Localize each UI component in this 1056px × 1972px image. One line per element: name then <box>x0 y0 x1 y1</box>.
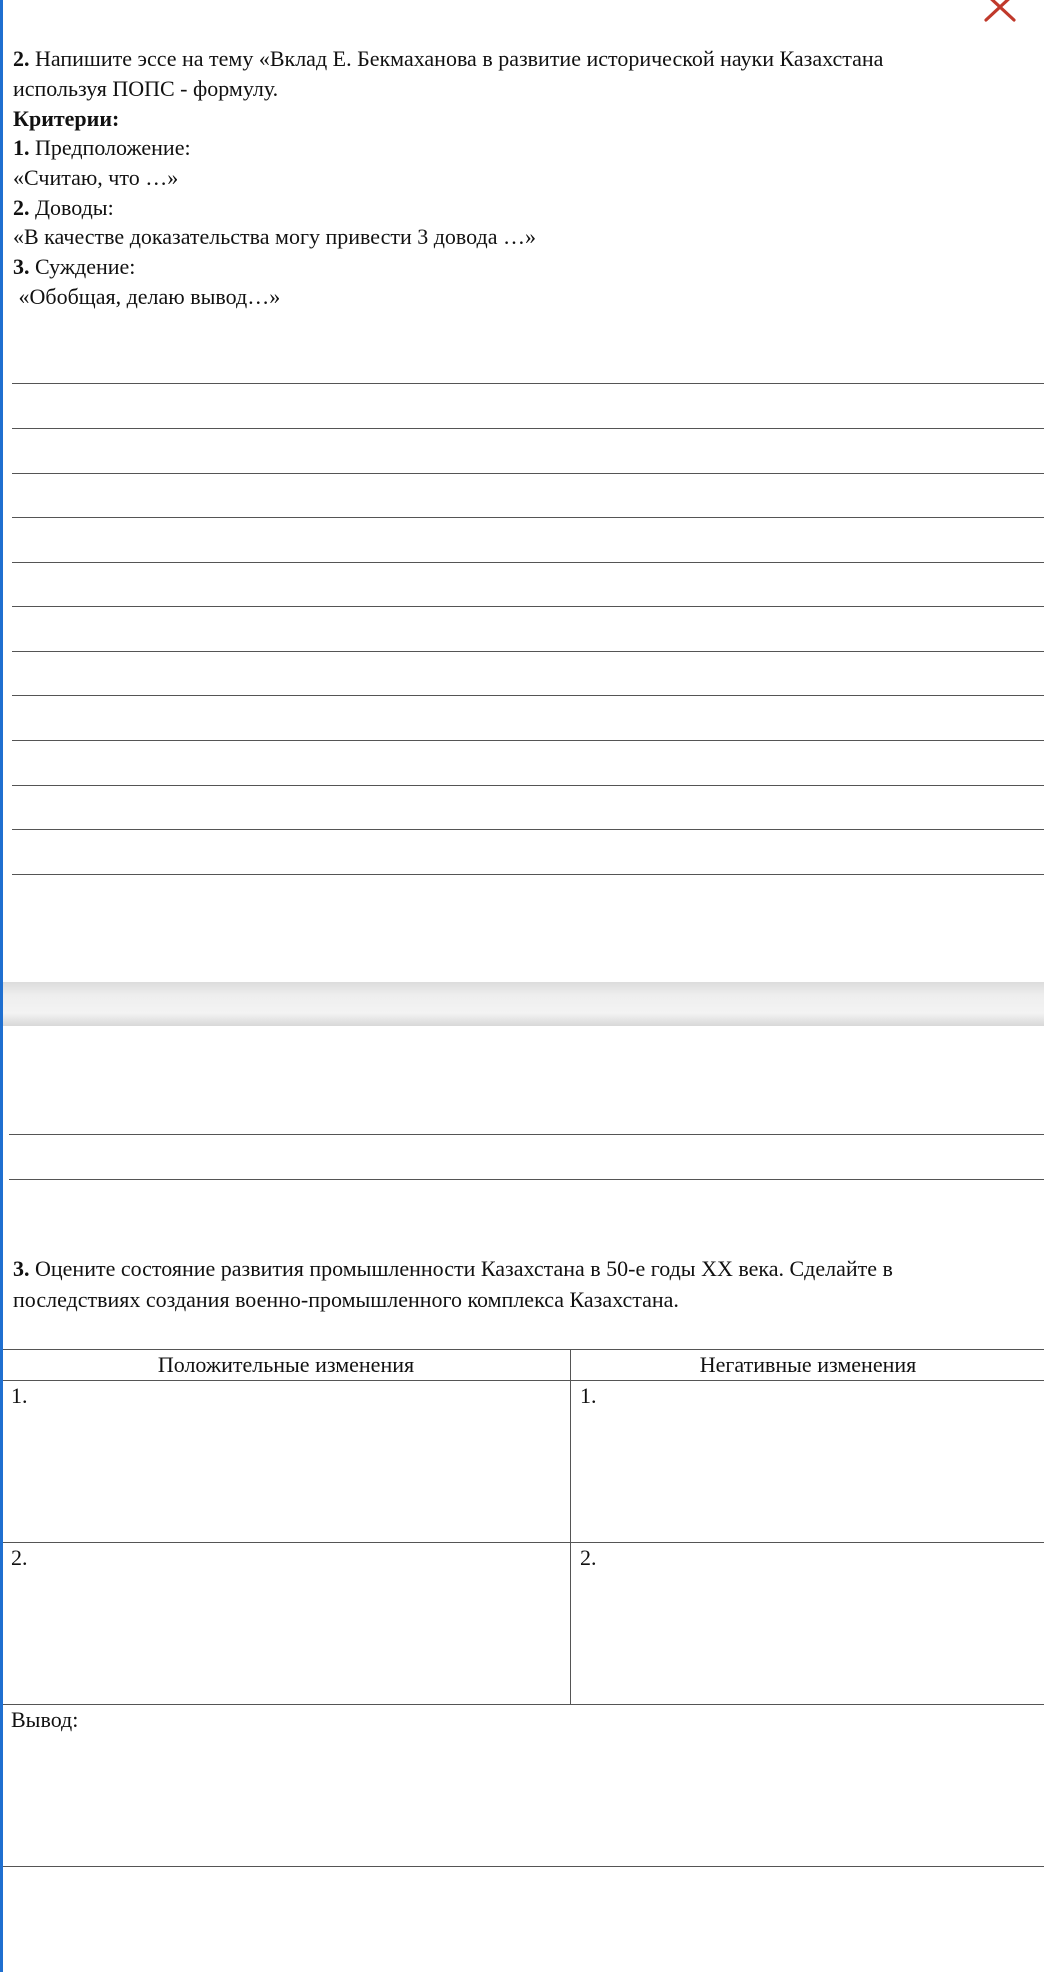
answer-line[interactable] <box>12 829 1048 830</box>
criteria-title: Критерии: <box>13 106 120 131</box>
negative-change-cell-2[interactable]: 2. <box>571 1543 1046 1705</box>
task2-heading-line1 <box>13 44 883 74</box>
answer-line[interactable] <box>12 606 1048 607</box>
answer-line[interactable] <box>12 695 1048 696</box>
answer-line[interactable] <box>12 473 1048 474</box>
criterion-3-prompt: «Обобщая, делаю вывод…» <box>13 284 281 309</box>
criterion-1: 1. Предположение: <box>13 135 191 160</box>
positive-change-cell-1[interactable]: 1. <box>2 1381 571 1543</box>
negative-change-cell-1[interactable]: 1. <box>571 1381 1046 1543</box>
task3-heading-line1 <box>13 1254 893 1284</box>
task2-number: 2. <box>13 46 30 71</box>
changes-table <box>1 1349 1046 1867</box>
answer-line[interactable] <box>12 383 1048 384</box>
answer-line[interactable] <box>12 651 1048 652</box>
criterion-3: 3. Суждение: <box>13 254 136 279</box>
task2-heading-line2: используя ПОПС - формулу. <box>13 76 279 101</box>
page-1 <box>3 0 1045 982</box>
positive-change-cell-2[interactable]: 2. <box>2 1543 571 1705</box>
task3-number: 3. <box>13 1256 30 1281</box>
criterion-2: 2. Доводы: <box>13 195 114 220</box>
task3-heading-line2: последствиях создания военно-промышленного комплекса Казахстана. <box>13 1287 679 1312</box>
answer-line[interactable] <box>9 1134 1045 1135</box>
right-margin <box>1044 0 1056 1972</box>
criterion-1-prompt: «Считаю, что …» <box>13 165 179 190</box>
left-border <box>0 0 3 1972</box>
positive-changes-header: Положительные изменения <box>2 1350 571 1381</box>
negative-changes-header: Негативные изменения <box>571 1350 1046 1381</box>
answer-line[interactable] <box>12 874 1048 875</box>
answer-line[interactable] <box>12 428 1048 429</box>
page-break <box>3 982 1045 1026</box>
task3-text-line1: Оцените состояние развития промышленности Казахстана в 50-е годы XX века. Сделайте в <box>35 1256 893 1281</box>
answer-line[interactable] <box>12 740 1048 741</box>
answer-line[interactable] <box>9 1179 1045 1180</box>
answer-line[interactable] <box>12 517 1048 518</box>
answer-line[interactable] <box>12 785 1048 786</box>
criterion-2-prompt: «В качестве доказательства могу привести 3 довода …» <box>13 224 536 249</box>
conclusion-cell[interactable]: Вывод: <box>2 1705 1046 1867</box>
task2-text-line1: Напишите эссе на тему «Вклад Е. Бекмаханова в развитие исторической науки Казахстана <box>35 46 884 71</box>
close-icon[interactable] <box>980 0 1020 24</box>
answer-line[interactable] <box>12 562 1048 563</box>
